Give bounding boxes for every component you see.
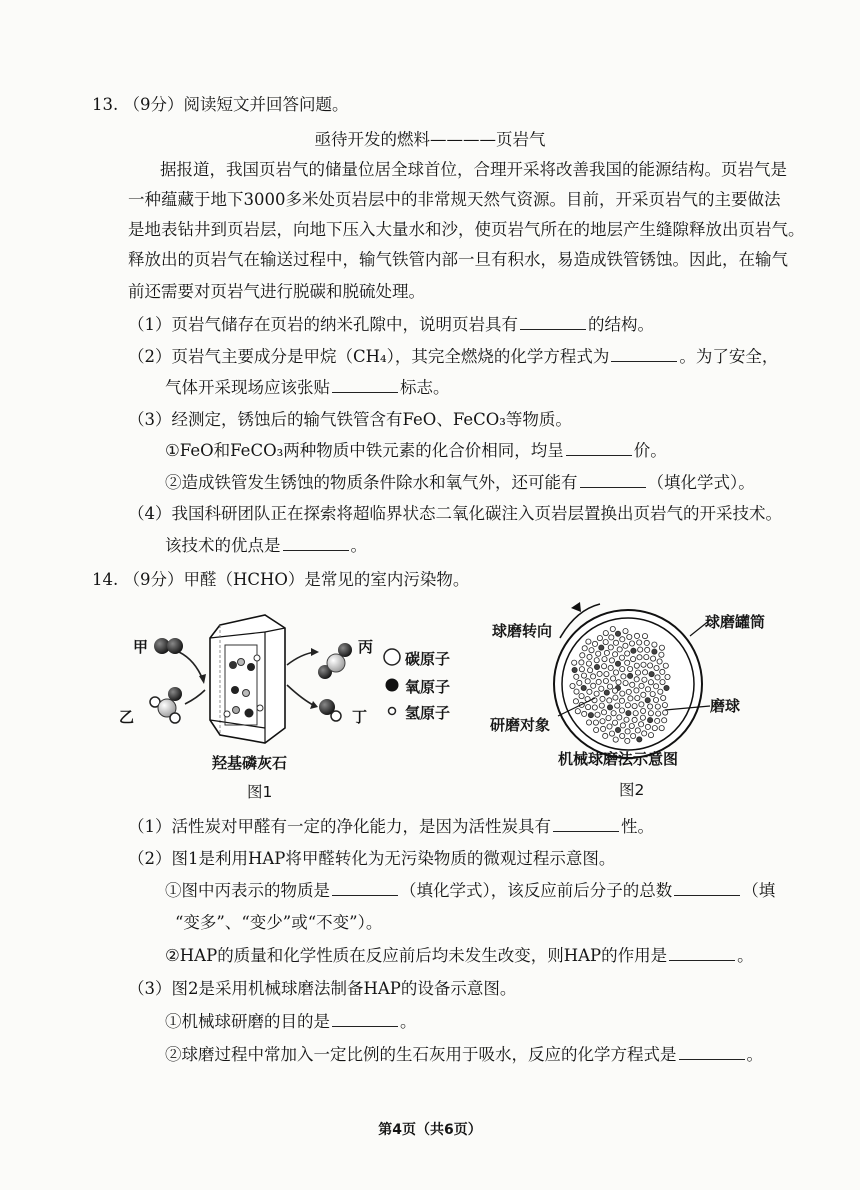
q13-paragraph-line-2: 一种蕴藏于地下3000多米处页岩层中的非常规天然气资源。目前，开采页岩气的主要做法 [128, 190, 781, 209]
q14-sub2-2-tail: 。 [737, 946, 754, 965]
grinding-ball [641, 692, 646, 697]
grinding-ball [657, 659, 662, 664]
grinding-ball [599, 686, 604, 691]
grinding-ball [586, 705, 591, 710]
q14-sub3-2-tail: 。 [746, 1045, 763, 1064]
grinding-ball [580, 653, 585, 658]
grinding-ball [639, 683, 644, 688]
grinding-ball [604, 672, 609, 677]
grinding-ball [607, 705, 612, 710]
grinding-ball [661, 695, 666, 700]
q13-sub3-2-text: ②造成铁管发生锈蚀的物质条件除水和氧气外，还可能有 [165, 473, 578, 492]
grinding-ball [588, 668, 593, 673]
q14-sub3-1 [165, 1009, 417, 1035]
grinding-ball [573, 699, 578, 704]
grinding-ball [615, 703, 620, 708]
molecule-yi-label: 乙 [119, 708, 135, 726]
grinding-ball [644, 655, 649, 660]
grinding-ball [625, 738, 630, 743]
q13-sub2-tail: 。为了安全， [679, 347, 779, 366]
grinding-ball [579, 660, 584, 665]
grinding-ball [617, 647, 622, 652]
q13-paragraph-line-3: 是地表钻井到页岩层，向地下压入大量水和沙，使页岩气所在的地层产生缝隙释放出页岩气。 [128, 220, 805, 239]
grinding-ball [609, 731, 614, 736]
q13-paragraph-line-1: 据报道，我国页岩气的储量位居全球首位，合理开采将改善我国的能源结构。页岩气是 [160, 160, 787, 179]
answer-blank[interactable] [520, 313, 586, 330]
grinding-ball [582, 711, 587, 716]
grinding-ball [604, 690, 609, 695]
grinding-ball [591, 674, 596, 679]
grinding-ball [644, 640, 649, 645]
grinding-ball [634, 688, 639, 693]
grinding-ball [658, 689, 663, 694]
q14-sub3: （3）图2是采用机械球磨法制备HAP的设备示意图。 [128, 979, 517, 998]
q13-sub3-2-tail: （填化学式）。 [647, 473, 755, 492]
grinding-ball [643, 670, 648, 675]
grinding-ball [570, 683, 575, 688]
grinding-ball [620, 723, 625, 728]
grinding-ball [621, 674, 626, 679]
q13-sub4-cont [165, 533, 367, 559]
answer-blank[interactable] [332, 376, 398, 393]
grinding-ball [648, 718, 653, 723]
grinding-ball [627, 634, 632, 639]
grinding-ball [608, 665, 613, 670]
grinding-ball [609, 658, 614, 663]
q13-sub2 [128, 344, 778, 370]
grinding-ball [648, 680, 653, 685]
grinding-ball [655, 675, 660, 680]
grinding-ball [641, 708, 646, 713]
grinding-ball [639, 722, 644, 727]
crystal-label: 羟基磷灰石 [212, 754, 288, 772]
grinding-ball [637, 737, 642, 742]
grinding-ball [612, 720, 617, 725]
grinding-ball [648, 711, 653, 716]
target-label: 研磨对象 [490, 716, 551, 734]
grinding-ball [613, 695, 618, 700]
q13-sub3-1-text: ①FeO和FeCO₃两种物质中铁元素的化合价相同，均呈 [165, 441, 564, 460]
grinding-ball [665, 674, 670, 679]
grinding-ball [631, 733, 636, 738]
grinding-ball [625, 660, 630, 665]
q14-sub3-1-text: ①机械球研磨的目的是 [165, 1012, 330, 1031]
grinding-ball [604, 650, 609, 655]
grinding-ball [595, 712, 600, 717]
q13-sub4: （4）我国科研团队正在探索将超临界状态二氧化碳注入页岩层置换出页岩气的开采技术。 [128, 504, 782, 523]
grinding-ball [611, 676, 616, 681]
grinding-ball [628, 673, 633, 678]
q13-sub4-text: 该技术的优点是 [165, 536, 281, 555]
grinding-ball [650, 692, 655, 697]
answer-blank[interactable] [566, 439, 632, 456]
grinding-ball [603, 733, 608, 738]
grinding-ball [588, 713, 593, 718]
q13-sub1-text: （1）页岩气储存在页岩的纳米孔隙中，说明页岩具有 [128, 315, 518, 334]
grinding-ball [613, 640, 618, 645]
page-footer: 第4页（共6页） [378, 1122, 482, 1138]
legend-carbon: 碳原子 [405, 650, 451, 668]
q14-sub1-text: （1）活性炭对甲醛有一定的净化能力，是因为活性炭具有 [128, 817, 551, 836]
answer-blank[interactable] [679, 1043, 745, 1060]
grinding-ball [649, 672, 654, 677]
molecule-ding-label: 丁 [352, 708, 368, 726]
answer-blank[interactable] [553, 815, 619, 832]
grinding-ball [632, 704, 637, 709]
grinding-ball [660, 680, 665, 685]
grinding-ball [625, 729, 630, 734]
grinding-ball [587, 689, 592, 694]
q14-sub3-2-text: ②球磨过程中常加入一定比例的生石灰用于吸水，反应的化学方程式是 [165, 1045, 677, 1064]
grinding-ball [607, 684, 612, 689]
grinding-ball [615, 727, 620, 732]
answer-blank[interactable] [332, 1010, 398, 1027]
q13-sub3-1 [165, 438, 667, 464]
grinding-ball [607, 698, 612, 703]
grinding-ball [601, 710, 606, 715]
q14-sub2-1-tail: （填 [742, 881, 776, 900]
grinding-ball [663, 663, 668, 668]
grinding-ball [624, 717, 629, 722]
grinding-ball [645, 698, 650, 703]
q13-paragraph-line-4: 释放出的页岩气在输送过程中，输气铁管内部一旦有积水，易造成铁管锈蚀。因此，在输气 [128, 250, 788, 269]
grinding-ball [597, 636, 602, 641]
grinding-ball [609, 635, 614, 640]
grinding-ball [591, 683, 596, 688]
q14-sub2: （2）图1是利用HAP将甲醛转化为无污染物质的微观过程示意图。 [128, 849, 616, 868]
grinding-ball [619, 655, 624, 660]
grinding-ball [637, 655, 642, 660]
legend-hydrogen: 氢原子 [405, 704, 451, 722]
grinding-ball [599, 645, 604, 650]
grinding-ball [620, 667, 625, 672]
q14-sub2-1-cont: “变多”、“变少”或“不变”）。 [175, 913, 383, 932]
grinding-ball [613, 670, 618, 675]
grinding-ball [659, 652, 664, 657]
grinding-ball [640, 715, 645, 720]
figure-1-caption: 图1 [247, 783, 273, 801]
grinding-ball [625, 703, 630, 708]
molecule-jia-label: 甲 [133, 638, 149, 656]
grinding-ball [613, 737, 618, 742]
grinding-ball [572, 667, 577, 672]
answer-blank[interactable] [669, 944, 735, 961]
grinding-ball [635, 696, 640, 701]
q14-sub2-1-mid: （填化学式），该反应前后分子的总数 [400, 881, 673, 900]
grinding-ball [634, 677, 639, 682]
grinding-ball [581, 685, 586, 690]
grinding-ball [574, 674, 579, 679]
grinding-ball [631, 657, 636, 662]
grinding-ball [629, 723, 634, 728]
grinding-ball [620, 691, 625, 696]
grinding-ball [603, 640, 608, 645]
grinding-ball [654, 665, 659, 670]
grinding-ball [626, 689, 631, 694]
grinding-ball [579, 694, 584, 699]
grinding-ball [631, 648, 636, 653]
grinding-ball [579, 667, 584, 672]
q13-article-title: 亟待开发的燃料————页岩气 [314, 130, 546, 149]
grinding-ball [653, 697, 658, 702]
q14-sub2-1-text: ①图中丙表示的物质是 [165, 881, 330, 900]
grinding-ball [656, 711, 661, 716]
q14-sub2-2 [165, 943, 754, 969]
grinding-ball [625, 651, 630, 656]
grinding-ball [594, 658, 599, 663]
grinding-ball [648, 733, 653, 738]
grinding-ball [596, 651, 601, 656]
legend-oxygen: 氧原子 [405, 678, 451, 696]
q14-sub2-2-text: ②HAP的质量和化学性质在反应前后均未发生改变，则HAP的作用是 [165, 946, 668, 965]
grinding-ball [594, 691, 599, 696]
grinding-ball [619, 708, 624, 713]
answer-blank[interactable] [674, 879, 740, 896]
grinding-ball [619, 698, 624, 703]
grinding-ball [623, 643, 628, 648]
grinding-ball [611, 711, 616, 716]
q13-sub3-1-tail: 价。 [633, 441, 667, 460]
grinding-ball [599, 703, 604, 708]
grinding-ball [607, 724, 612, 729]
grinding-ball [587, 654, 592, 659]
grinding-ball [651, 656, 656, 661]
grinding-ball [642, 731, 647, 736]
grinding-ball [615, 631, 620, 636]
grinding-ball [577, 680, 582, 685]
grinding-ball [586, 639, 591, 644]
rotation-direction-label: 球磨转向 [492, 622, 553, 640]
q13-sub2-text: （2）页岩气主要成分是甲烷（CH₄），其完全燃烧的化学方程式为 [128, 347, 610, 366]
grinding-ball [623, 629, 628, 634]
grinding-ball [642, 677, 647, 682]
grinding-ball [612, 688, 617, 693]
q13-paragraph-line-5: 前还需要对页岩气进行脱碳和脱硫处理。 [128, 282, 425, 301]
grinding-ball [586, 661, 591, 666]
grinding-ball [628, 666, 633, 671]
grinding-ball [645, 647, 650, 652]
grinding-ball [632, 717, 637, 722]
q14-sub1-tail: 性。 [621, 817, 654, 836]
grinding-ball [635, 670, 640, 675]
grinding-ball [616, 680, 621, 685]
q14-sub3-1-tail: 。 [400, 1012, 417, 1031]
q13-sub2-text-2: 气体开采现场应该张贴 [165, 378, 330, 397]
ball-label: 磨球 [710, 697, 741, 715]
grinding-ball [634, 663, 639, 668]
q13-sub1 [128, 312, 654, 338]
q14-sub3-2 [165, 1042, 763, 1068]
q13-sub2-tail-2: 标志。 [400, 378, 450, 397]
grinding-ball [610, 626, 615, 631]
grinding-ball [641, 662, 646, 667]
molecule-bing-label: 丙 [358, 638, 374, 656]
grinding-ball [572, 660, 577, 665]
grinding-ball [620, 637, 625, 642]
grinding-ball [645, 724, 650, 729]
grinding-ball [603, 678, 608, 683]
grinding-ball [575, 709, 580, 714]
grinding-ball [581, 673, 586, 678]
q13-sub3-2 [165, 470, 755, 496]
answer-blank[interactable] [332, 879, 398, 896]
grinding-ball [596, 679, 601, 684]
grinding-ball [597, 671, 602, 676]
grinding-ball [629, 641, 634, 646]
grinding-ball [660, 669, 665, 674]
grinding-ball [623, 681, 628, 686]
grinding-ball [662, 703, 667, 708]
grinding-ball [652, 726, 657, 731]
grinding-ball [615, 661, 620, 666]
figure-2-caption: 图2 [619, 781, 645, 799]
grinding-ball [659, 645, 664, 650]
grinding-ball [606, 716, 611, 721]
grinding-ball [630, 682, 635, 687]
grinding-ball [652, 642, 657, 647]
grinding-ball [645, 687, 650, 692]
grinding-ball [617, 715, 622, 720]
grinding-ball [582, 646, 587, 651]
grinding-ball [633, 711, 638, 716]
q13-heading: 13. （9分）阅读短文并回答问题。 [92, 95, 349, 114]
grinding-ball [663, 710, 668, 715]
figure-2-name: 机械球磨法示意图 [558, 750, 679, 768]
grinding-ball [592, 641, 597, 646]
grinding-ball [626, 711, 631, 716]
grinding-ball [662, 718, 667, 723]
grinding-ball [620, 733, 625, 738]
grinding-ball [659, 726, 664, 731]
grinding-ball [654, 684, 659, 689]
q14-sub1 [128, 814, 654, 840]
grinding-ball [601, 726, 606, 731]
grinding-ball [648, 663, 653, 668]
grinding-ball [602, 657, 607, 662]
grinding-ball [589, 648, 594, 653]
grinding-ball [655, 704, 660, 709]
grinding-ball [594, 664, 599, 669]
drum-label: 球磨罐筒 [705, 613, 766, 631]
grinding-ball [593, 720, 598, 725]
answer-blank[interactable] [580, 471, 646, 488]
q14-heading: 14. （9分）甲醛（HCHO）是常见的室内污染物。 [92, 570, 470, 589]
grinding-ball [652, 649, 657, 654]
answer-blank[interactable] [283, 534, 349, 551]
grinding-ball [586, 720, 591, 725]
q13-sub2-cont [165, 375, 450, 401]
grinding-ball [585, 679, 590, 684]
grinding-ball [602, 664, 607, 669]
q13-sub3: （3）经测定，锈蚀后的输气铁管含有FeO、FeCO₃等物质。 [128, 410, 572, 429]
grinding-ball [642, 634, 647, 639]
grinding-ball [638, 647, 643, 652]
grinding-ball [608, 645, 613, 650]
grinding-ball [574, 689, 579, 694]
answer-blank[interactable] [611, 345, 677, 362]
grinding-ball [637, 640, 642, 645]
grinding-ball [628, 696, 633, 701]
grinding-ball [655, 718, 660, 723]
grinding-ball [600, 719, 605, 724]
grinding-ball [594, 727, 599, 732]
grinding-ball [603, 631, 608, 636]
grinding-ball [592, 705, 597, 710]
q13-sub1-tail: 的结构。 [588, 315, 654, 334]
q13-sub4-tail: 。 [350, 536, 367, 555]
grinding-ball [613, 652, 618, 657]
grinding-ball [635, 728, 640, 733]
grinding-ball [634, 633, 639, 638]
grinding-ball [648, 704, 653, 709]
grinding-ball [664, 685, 669, 690]
grinding-ball [600, 696, 605, 701]
grinding-ball [639, 702, 644, 707]
q14-sub2-1 [165, 878, 775, 904]
